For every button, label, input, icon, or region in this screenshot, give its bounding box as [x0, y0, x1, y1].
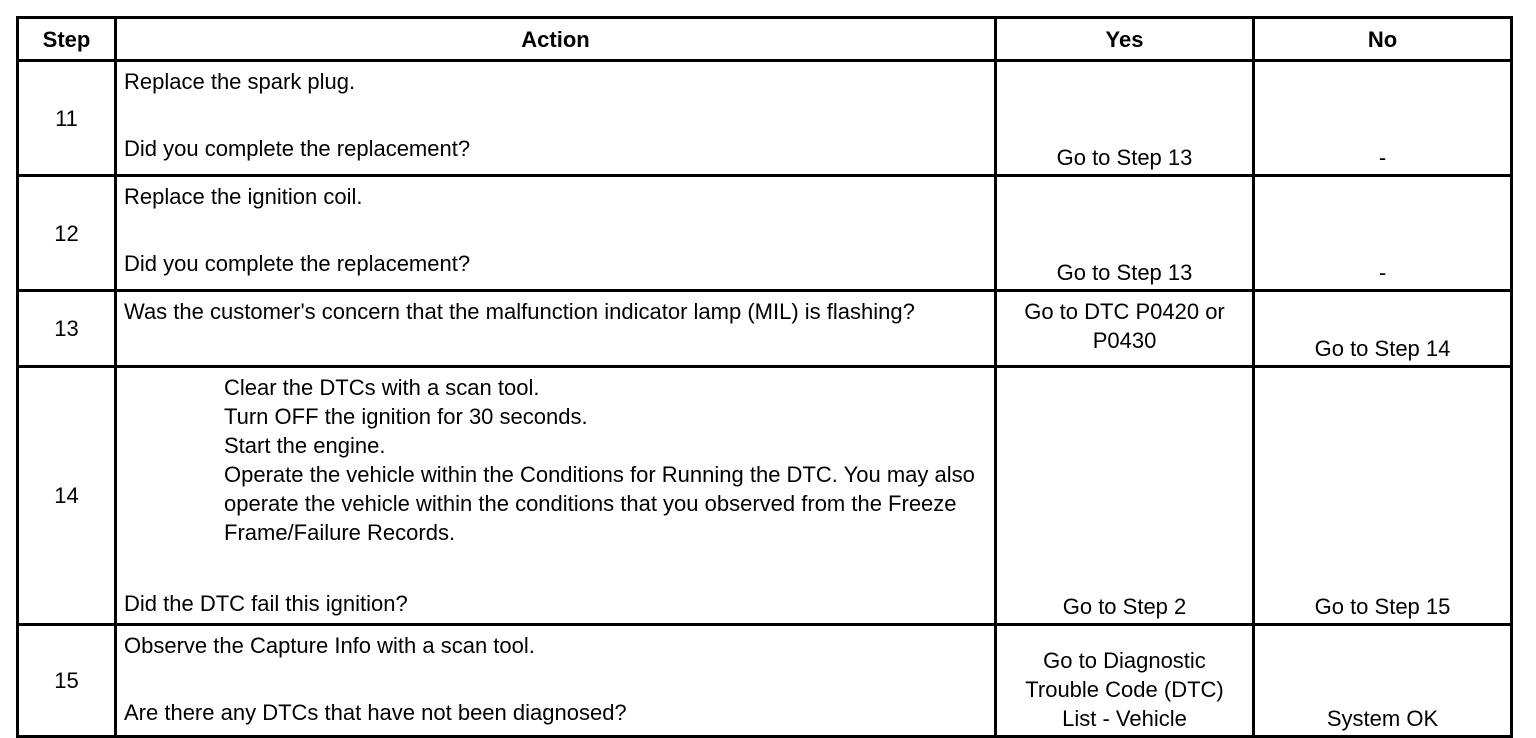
- no-cell: -: [1254, 176, 1512, 291]
- action-instruction: Observe the Capture Info with a scan tool.: [124, 633, 535, 658]
- diagnostic-table: [16, 16, 1513, 738]
- action-instruction: Start the engine.: [224, 433, 386, 458]
- table-row: [18, 367, 1512, 625]
- yes-cell: Go to Step 13: [996, 176, 1254, 291]
- action-question: Are there any DTCs that have not been diagnosed?: [124, 700, 627, 725]
- header-yes: Yes: [996, 18, 1254, 61]
- action-instruction: Replace the spark plug.: [124, 69, 356, 94]
- header-action: Action: [116, 18, 996, 61]
- action-instruction: Operate the vehicle within the Conditions for Running the DTC. You may also operate the vehicle within the conditions that you observed from the Freeze Frame/Failure Records.: [224, 462, 975, 545]
- no-cell: Go to Step 14: [1254, 291, 1512, 367]
- no-cell: Go to Step 15: [1254, 367, 1512, 625]
- table-row: [18, 625, 1512, 737]
- action-instruction: Turn OFF the ignition for 30 seconds.: [224, 404, 588, 429]
- action-question: Did you complete the replacement?: [124, 136, 471, 161]
- step-number: 12: [18, 176, 116, 291]
- no-cell: System OK: [1254, 625, 1512, 737]
- action-cell: [116, 61, 996, 176]
- yes-cell: Go to Diagnostic Trouble Code (DTC) List - Vehicle: [996, 625, 1254, 737]
- action-question: Did the DTC fail this ignition?: [124, 591, 408, 616]
- action-instruction: Clear the DTCs with a scan tool.: [224, 375, 540, 400]
- table-row: [18, 61, 1512, 176]
- step-number: 11: [18, 61, 116, 176]
- header-row: [18, 18, 1512, 61]
- header-no: No: [1254, 18, 1512, 61]
- action-instruction: Replace the ignition coil.: [124, 184, 363, 209]
- action-cell: [116, 291, 996, 367]
- header-step: Step: [18, 18, 116, 61]
- action-cell: [116, 367, 996, 625]
- step-number: 15: [18, 625, 116, 737]
- yes-cell: Go to Step 2: [996, 367, 1254, 625]
- table-row: [18, 291, 1512, 367]
- action-cell: [116, 625, 996, 737]
- table-row: [18, 176, 1512, 291]
- yes-cell: Go to DTC P0420 or P0430: [996, 291, 1254, 367]
- action-cell: [116, 176, 996, 291]
- action-question: Did you complete the replacement?: [124, 251, 471, 276]
- no-cell: -: [1254, 61, 1512, 176]
- action-question: Was the customer's concern that the malfunction indicator lamp (MIL) is flashing?: [124, 299, 915, 324]
- step-number: 14: [18, 367, 116, 625]
- yes-cell: Go to Step 13: [996, 61, 1254, 176]
- step-number: 13: [18, 291, 116, 367]
- diagnostic-table-container: [16, 16, 1513, 738]
